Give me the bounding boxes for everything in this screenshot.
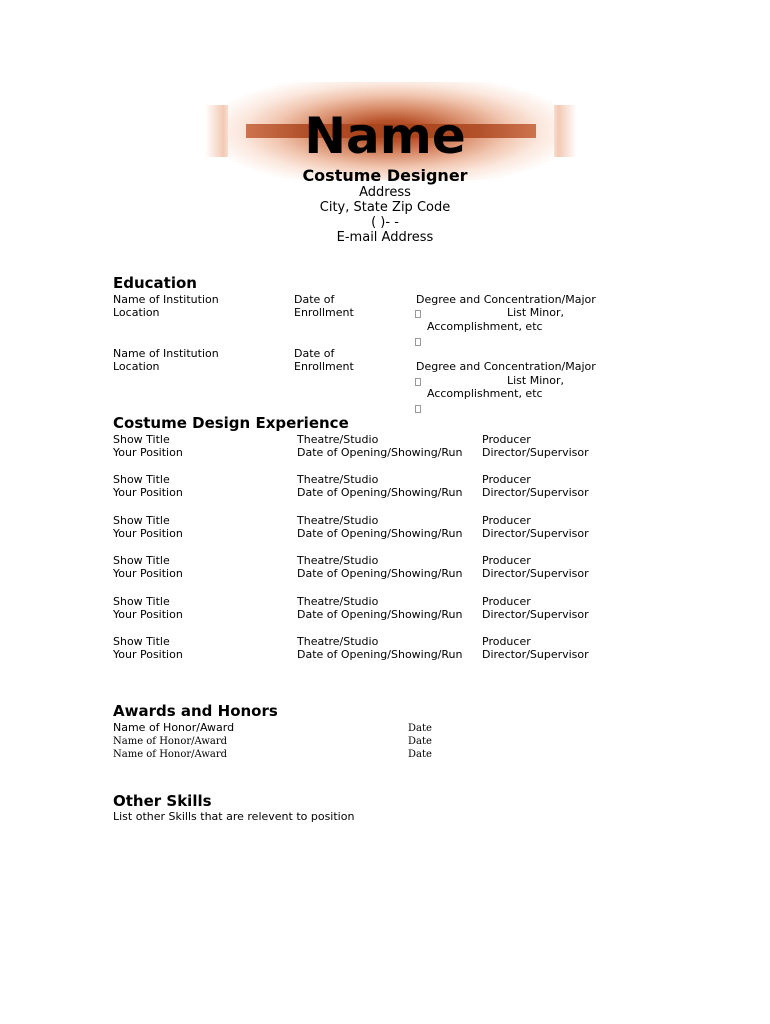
run-dates: Date of Opening/Showing/Run bbox=[297, 486, 463, 499]
skills-heading: Other Skills bbox=[113, 792, 212, 810]
director: Director/Supervisor bbox=[482, 527, 589, 540]
position: Your Position bbox=[113, 446, 183, 459]
award-name: Name of Honor/Award bbox=[113, 736, 228, 747]
producer: Producer bbox=[482, 433, 531, 446]
bullet-icon bbox=[415, 405, 421, 413]
institution-location: Location bbox=[113, 360, 160, 373]
director: Director/Supervisor bbox=[482, 446, 589, 459]
award-date: Date bbox=[408, 736, 432, 747]
producer: Producer bbox=[482, 554, 531, 567]
producer: Producer bbox=[482, 514, 531, 527]
director: Director/Supervisor bbox=[482, 567, 589, 580]
position: Your Position bbox=[113, 608, 183, 621]
theatre: Theatre/Studio bbox=[297, 514, 379, 527]
theatre: Theatre/Studio bbox=[297, 635, 379, 648]
address-line: Address bbox=[359, 185, 411, 200]
bullet-icon bbox=[415, 338, 421, 346]
theatre: Theatre/Studio bbox=[297, 595, 379, 608]
enrollment-date-label: Date of bbox=[294, 347, 335, 360]
bullet-icon bbox=[415, 310, 421, 318]
accomplishment: Accomplishment, etc bbox=[427, 320, 543, 333]
position: Your Position bbox=[113, 648, 183, 661]
run-dates: Date of Opening/Showing/Run bbox=[297, 648, 463, 661]
degree: Degree and Concentration/Major bbox=[416, 360, 596, 373]
run-dates: Date of Opening/Showing/Run bbox=[297, 608, 463, 621]
run-dates: Date of Opening/Showing/Run bbox=[297, 527, 463, 540]
city-state-zip: City, State Zip Code bbox=[319, 200, 451, 215]
phone-number: ( )- - bbox=[371, 215, 399, 230]
run-dates: Date of Opening/Showing/Run bbox=[297, 567, 463, 580]
institution-name: Name of Institution bbox=[113, 293, 219, 306]
education-heading: Education bbox=[113, 274, 197, 292]
director: Director/Supervisor bbox=[482, 486, 589, 499]
show-title: Show Title bbox=[113, 433, 170, 446]
enrollment-date-label: Date of bbox=[294, 293, 335, 306]
producer: Producer bbox=[482, 635, 531, 648]
institution-location: Location bbox=[113, 306, 160, 319]
awards-heading: Awards and Honors bbox=[113, 702, 278, 720]
minor: List Minor, bbox=[507, 306, 564, 319]
show-title: Show Title bbox=[113, 595, 170, 608]
theatre: Theatre/Studio bbox=[297, 433, 379, 446]
run-dates: Date of Opening/Showing/Run bbox=[297, 446, 463, 459]
minor: List Minor, bbox=[507, 374, 564, 387]
email-address: E-mail Address bbox=[336, 230, 434, 245]
show-title: Show Title bbox=[113, 635, 170, 648]
director: Director/Supervisor bbox=[482, 648, 589, 661]
resume-name: Name bbox=[304, 107, 466, 165]
degree: Degree and Concentration/Major bbox=[416, 293, 596, 306]
show-title: Show Title bbox=[113, 514, 170, 527]
show-title: Show Title bbox=[113, 473, 170, 486]
institution-name: Name of Institution bbox=[113, 347, 219, 360]
show-title: Show Title bbox=[113, 554, 170, 567]
enrollment-date-label-2: Enrollment bbox=[294, 306, 354, 319]
award-name: Name of Honor/Award bbox=[113, 721, 235, 734]
award-date: Date bbox=[408, 723, 432, 734]
director: Director/Supervisor bbox=[482, 608, 589, 621]
experience-heading: Costume Design Experience bbox=[113, 414, 349, 432]
producer: Producer bbox=[482, 595, 531, 608]
producer: Producer bbox=[482, 473, 531, 486]
bullet-icon bbox=[415, 378, 421, 386]
enrollment-date-label-2: Enrollment bbox=[294, 360, 354, 373]
award-name: Name of Honor/Award bbox=[113, 749, 228, 760]
position: Your Position bbox=[113, 486, 183, 499]
accomplishment: Accomplishment, etc bbox=[427, 387, 543, 400]
theatre: Theatre/Studio bbox=[297, 554, 379, 567]
award-date: Date bbox=[408, 749, 432, 760]
theatre: Theatre/Studio bbox=[297, 473, 379, 486]
position: Your Position bbox=[113, 567, 183, 580]
skills-text: List other Skills that are relevent to position bbox=[113, 810, 355, 823]
job-title: Costume Designer bbox=[302, 166, 468, 185]
position: Your Position bbox=[113, 527, 183, 540]
